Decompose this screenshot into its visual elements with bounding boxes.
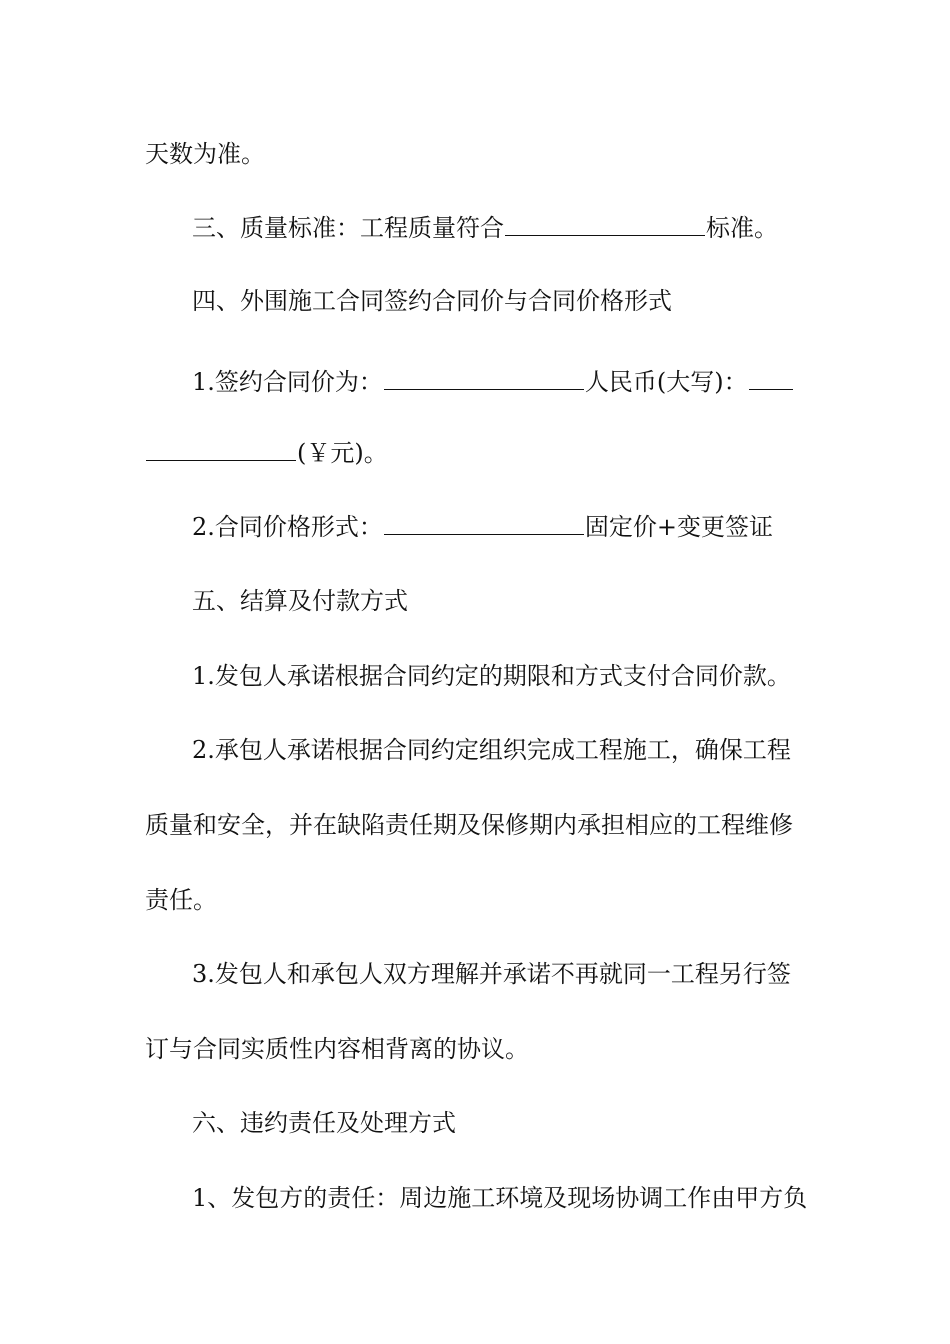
section-heading-contract-price bbox=[192, 285, 872, 317]
text-yuan: (￥元)。 bbox=[297, 439, 388, 467]
paragraph-quality-standard bbox=[192, 211, 872, 244]
heading-text: 四、外围施工合同签约合同价与合同价格形式 bbox=[192, 287, 672, 315]
text-contractor-promise-end: 责任。 bbox=[145, 886, 217, 914]
text-signing-price-prefix: 1.签约合同价为： bbox=[192, 368, 383, 396]
text-employer-liability: 1、发包方的责任：周边施工环境及现场协调工作由甲方负 bbox=[192, 1184, 808, 1212]
paragraph-line bbox=[145, 884, 825, 916]
heading-text: 五、结算及付款方式 bbox=[192, 587, 408, 615]
paragraph-line bbox=[192, 1182, 872, 1214]
text-price-form-value: 固定价+变更签证 bbox=[584, 513, 774, 541]
text-price-form-prefix: 2.合同价格形式： bbox=[192, 513, 383, 541]
paragraph-line bbox=[192, 958, 872, 990]
paragraph-line bbox=[145, 138, 825, 170]
price-form-blank[interactable] bbox=[384, 510, 584, 535]
rmb-uppercase-blank-start[interactable] bbox=[749, 365, 793, 390]
text-contractor-promise: 2.承包人承诺根据合同约定组织完成工程施工，确保工程 bbox=[192, 736, 791, 764]
text-quality-suffix: 标准。 bbox=[706, 214, 778, 242]
text-employer-promise: 1.发包人承诺根据合同约定的期限和方式支付合同价款。 bbox=[192, 662, 791, 690]
text-mutual-promise-cont: 订与合同实质性内容相背离的协议。 bbox=[145, 1035, 529, 1063]
paragraph-price-form bbox=[192, 510, 872, 543]
paragraph-signing-price-cont bbox=[145, 436, 825, 469]
text-mutual-promise: 3.发包人和承包人双方理解并承诺不再就同一工程另行签 bbox=[192, 960, 791, 988]
paragraph-signing-price bbox=[192, 365, 872, 398]
paragraph-line bbox=[192, 660, 872, 692]
heading-text: 六、违约责任及处理方式 bbox=[192, 1109, 456, 1137]
signing-price-blank[interactable] bbox=[384, 365, 584, 390]
rmb-uppercase-blank-end[interactable] bbox=[146, 436, 296, 461]
paragraph-line bbox=[145, 1033, 825, 1065]
quality-standard-blank[interactable] bbox=[505, 211, 705, 236]
text-contractor-promise-cont: 质量和安全，并在缺陷责任期及保修期内承担相应的工程维修 bbox=[145, 811, 793, 839]
text-quality-prefix: 三、质量标准：工程质量符合 bbox=[192, 214, 504, 242]
section-heading-liability bbox=[192, 1107, 872, 1139]
paragraph-line bbox=[192, 734, 872, 766]
text-days-standard: 天数为准。 bbox=[145, 140, 265, 168]
paragraph-line bbox=[145, 809, 825, 841]
section-heading-settlement bbox=[192, 585, 872, 617]
text-rmb-uppercase: 人民币(大写)： bbox=[584, 368, 748, 396]
